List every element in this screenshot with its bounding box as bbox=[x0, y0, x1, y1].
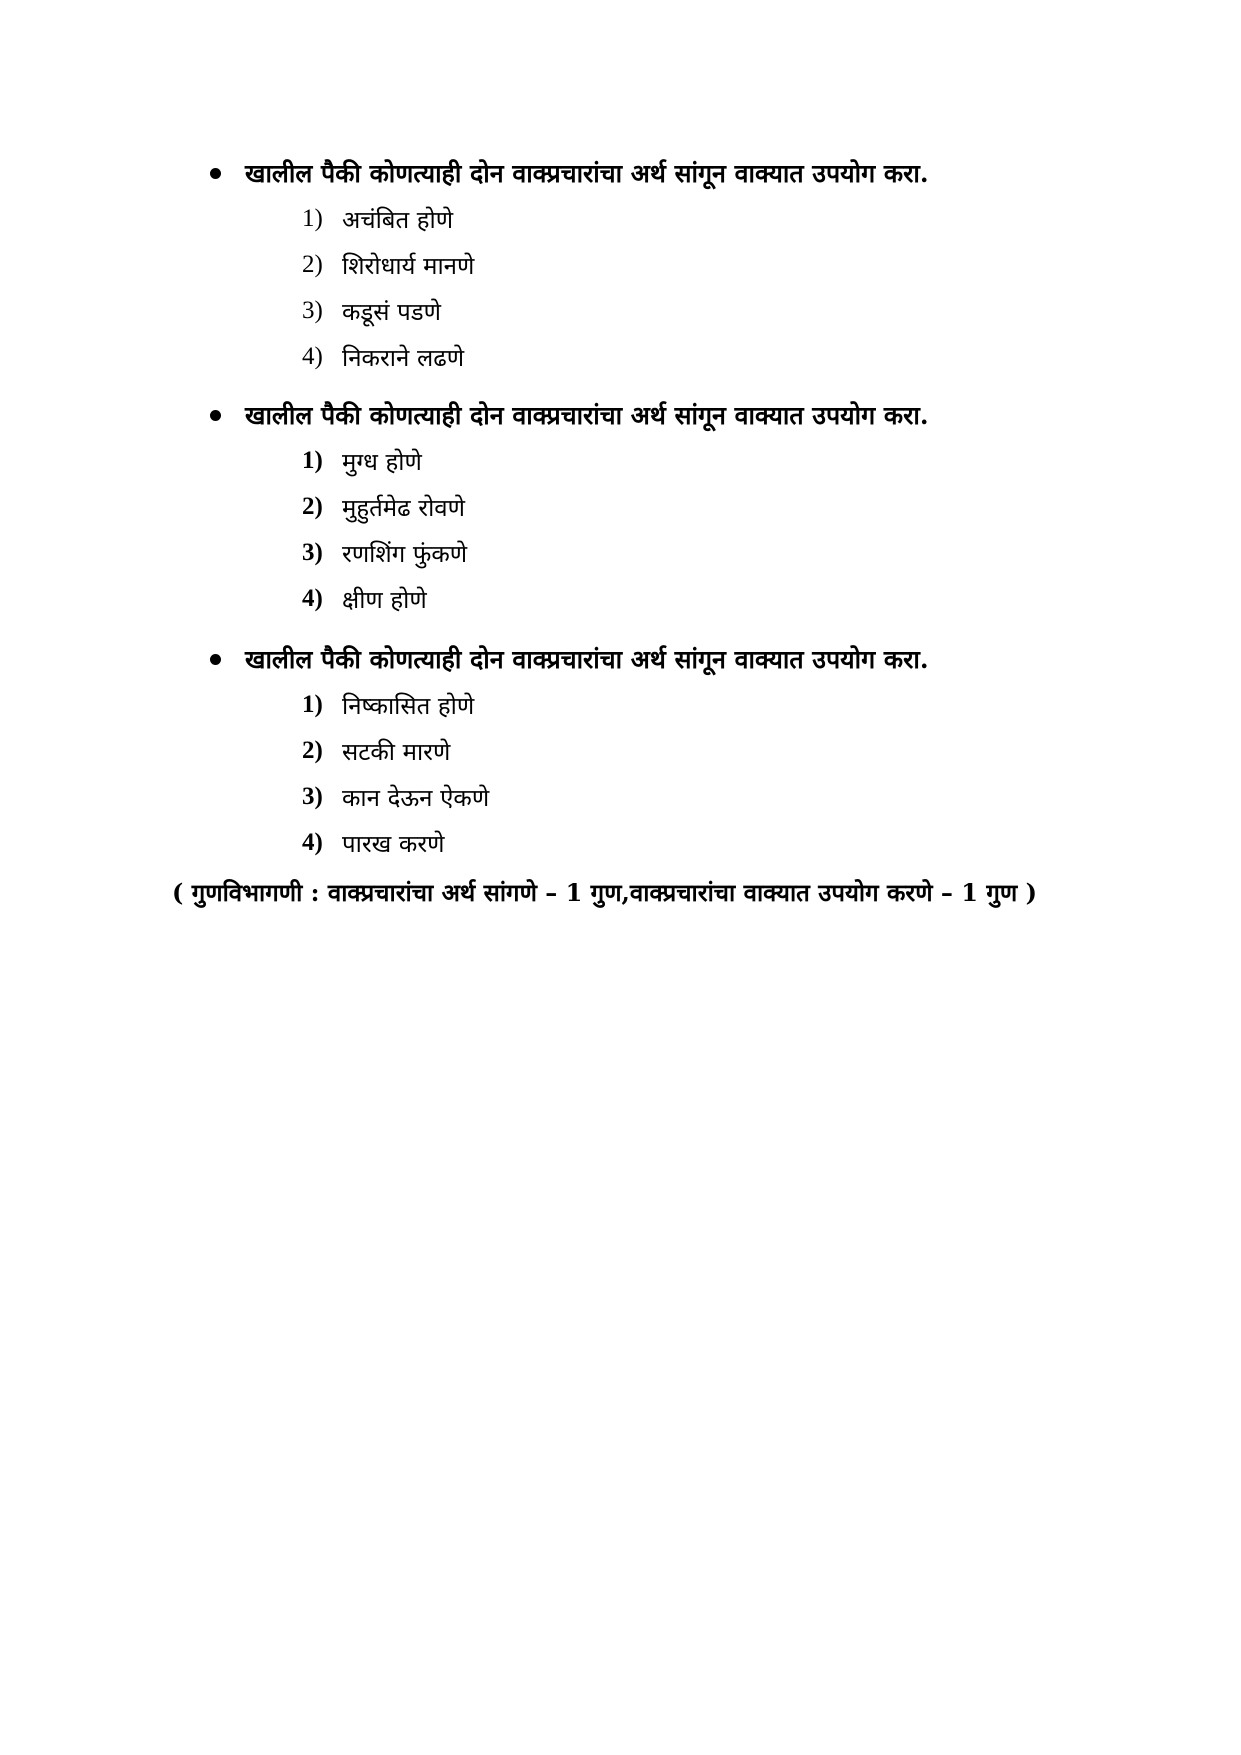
item-text: कान देऊन ऐकणे bbox=[342, 783, 490, 812]
list-item bbox=[302, 576, 1110, 622]
item-number: 2) bbox=[302, 493, 323, 520]
question-heading bbox=[210, 392, 1110, 438]
list-item bbox=[302, 438, 1110, 484]
question-heading bbox=[210, 150, 1110, 196]
item-number: 2) bbox=[302, 251, 323, 278]
item-text: रणशिंग फुंकणे bbox=[342, 539, 468, 568]
item-number: 3) bbox=[302, 297, 323, 324]
item-text: मुग्ध होणे bbox=[342, 447, 422, 476]
item-number: 4) bbox=[302, 829, 323, 856]
item-number: 2) bbox=[302, 737, 323, 764]
question-text: खालील पैकी कोणत्याही दोन वाक्प्रचारांचा अर्थ सांगून वाक्यात उपयोग करा. bbox=[245, 159, 929, 188]
question-text: खालील पैकी कोणत्याही दोन वाक्प्रचारांचा अर्थ सांगून वाक्यात उपयोग करा. bbox=[245, 645, 929, 674]
question-section-2 bbox=[210, 392, 1110, 622]
question-text: खालील पैकी कोणत्याही दोन वाक्प्रचारांचा अर्थ सांगून वाक्यात उपयोग करा. bbox=[245, 401, 929, 430]
phrase-list bbox=[210, 196, 1110, 380]
item-number: 1) bbox=[302, 691, 323, 718]
list-item bbox=[302, 682, 1110, 728]
list-item bbox=[302, 334, 1110, 380]
list-item bbox=[302, 242, 1110, 288]
question-section-1 bbox=[210, 150, 1110, 380]
item-number: 4) bbox=[302, 585, 323, 612]
list-item bbox=[302, 484, 1110, 530]
item-text: कडूसं पडणे bbox=[342, 297, 441, 326]
marking-scheme-note: ( गुणविभागणी : वाक्प्रचारांचा अर्थ सांगणे – 1 गुण,वाक्प्रचारांचा वाक्यात उपयोग करणे – 1 गुण ) bbox=[172, 878, 1037, 907]
item-number: 4) bbox=[302, 343, 323, 370]
item-text: मुहुर्तमेढ रोवणे bbox=[342, 493, 465, 522]
item-number: 1) bbox=[302, 205, 323, 232]
question-heading bbox=[210, 636, 1110, 682]
item-text: शिरोधार्य मानणे bbox=[342, 251, 475, 280]
list-item bbox=[302, 774, 1110, 820]
item-number: 3) bbox=[302, 539, 323, 566]
list-item bbox=[302, 196, 1110, 242]
bullet-icon bbox=[210, 410, 221, 421]
list-item bbox=[302, 288, 1110, 334]
item-text: निष्कासित होणे bbox=[342, 691, 475, 720]
phrase-list bbox=[210, 438, 1110, 622]
list-item bbox=[302, 728, 1110, 774]
item-text: क्षीण होणे bbox=[342, 585, 427, 614]
item-text: पारख करणे bbox=[342, 829, 445, 858]
list-item bbox=[302, 820, 1110, 866]
phrase-list bbox=[210, 682, 1110, 866]
question-section-3 bbox=[210, 636, 1110, 866]
item-text: अचंबित होणे bbox=[342, 205, 454, 234]
item-number: 1) bbox=[302, 447, 323, 474]
bullet-icon bbox=[210, 168, 221, 179]
list-item bbox=[302, 530, 1110, 576]
bullet-icon bbox=[210, 654, 221, 665]
item-text: निकराने लढणे bbox=[342, 343, 465, 372]
item-text: सटकी मारणे bbox=[342, 737, 451, 766]
item-number: 3) bbox=[302, 783, 323, 810]
